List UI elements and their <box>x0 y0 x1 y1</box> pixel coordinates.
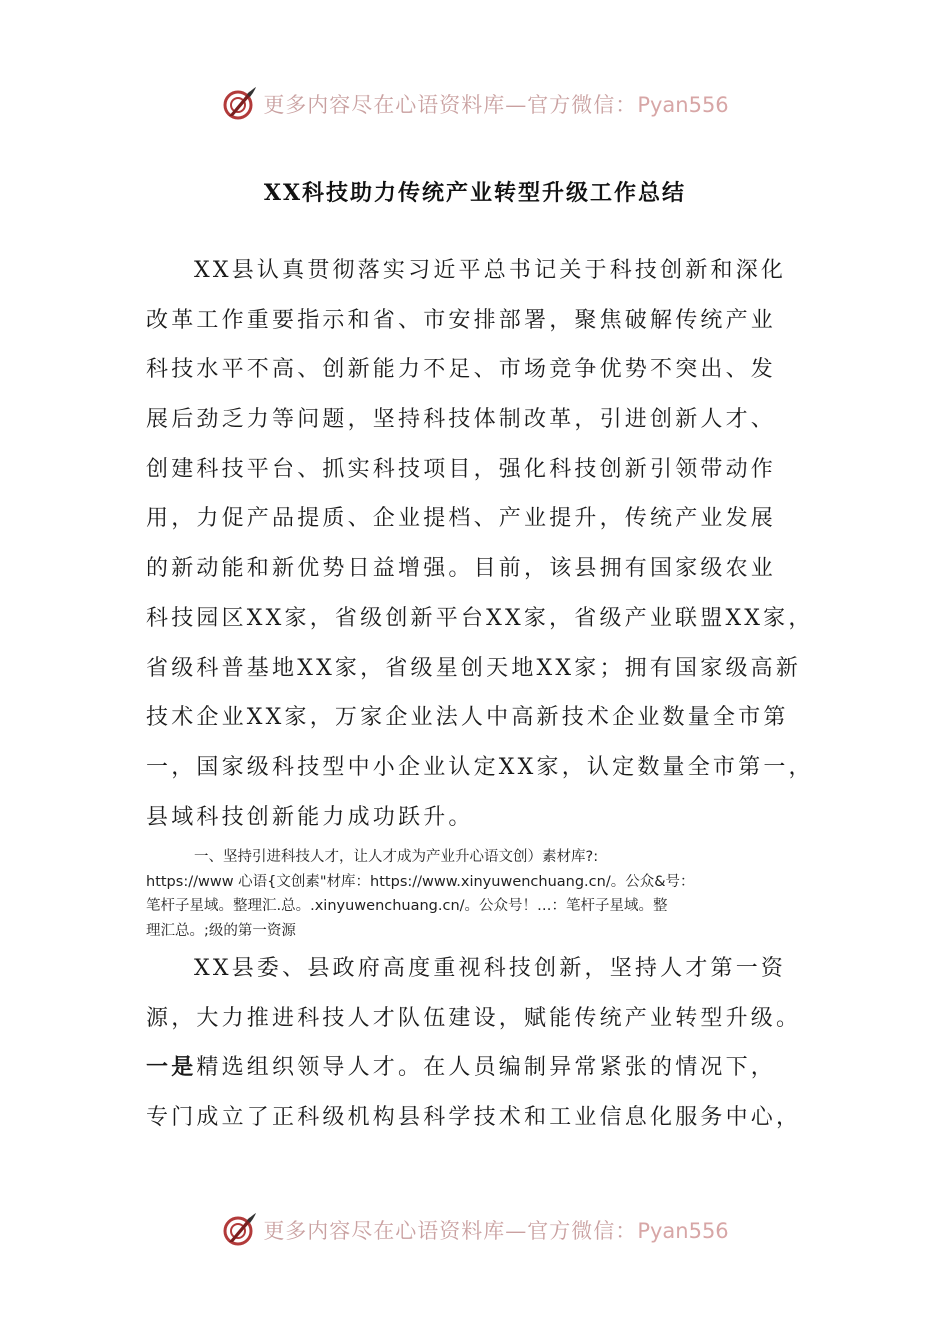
text-line: 理汇总。;级的第一资源 <box>146 922 296 939</box>
text-line: 改革工作重要指示和省、市安排部署，聚焦破解传统产业 <box>146 307 777 333</box>
text-line: 一，国家级科技型中小企业认定XX家，认定数量全市第一， <box>146 754 814 780</box>
watermark-text: 更多内容尽在心语资料库—官方微信：Pyan556 <box>263 1219 729 1243</box>
text-line: 县域科技创新能力成功跃升。 <box>146 804 474 830</box>
text-line: XX县认真贯彻落实习近平总书记关于科技创新和深化 <box>194 258 787 283</box>
footer-watermark <box>0 1210 950 1250</box>
quill-logo-icon <box>221 86 257 122</box>
quill-logo-icon <box>221 1212 257 1248</box>
watermark-text: 更多内容尽在心语资料库—官方微信：Pyan556 <box>263 93 729 117</box>
text-line: XX县委、县政府高度重视科技创新，坚持人才第一资 <box>194 956 787 981</box>
text-line: 创建科技平台、抓实科技项目，强化科技创新引领带动作 <box>146 456 777 482</box>
paragraph-talent <box>146 944 811 1143</box>
section-heading: 一、坚持引进科技人才，让人才成为产业升心语文创）素材库?: <box>194 849 599 865</box>
header-watermark <box>0 84 950 124</box>
paragraph-intro <box>146 246 814 842</box>
text-line: 科技水平不高、创新能力不足、市场竞争优势不突出、发 <box>146 357 777 383</box>
text-line: 用，力促产品提质、企业提档、产业提升，传统产业发展 <box>146 506 777 532</box>
text-line <box>146 1043 811 1093</box>
text-line: 科技园区XX家，省级创新平台XX家，省级产业联盟XX家， <box>146 605 814 631</box>
text-line: 笔杆子星域。整理汇.总。.xinyuwenchuang.cn/。公众号！…：笔杆子星域。整 <box>146 898 668 914</box>
text-line: 的新动能和新优势日益增强。目前，该县拥有国家级农业 <box>146 556 777 582</box>
bold-lead: 一是 <box>146 1054 197 1081</box>
text-line: 专门成立了正科级机构县科学技术和工业信息化服务中心， <box>146 1105 802 1131</box>
text-line: 展后劲乏力等问题，坚持科技体制改革，引进创新人才、 <box>146 407 777 433</box>
text-line: https://www 心语{文创素"材库：https://www.xinyuwenchuang.cn/。公众&号： <box>146 873 695 890</box>
text-line: 源，大力推进科技人才队伍建设，赋能传统产业转型升级。 <box>146 1005 802 1031</box>
section-heading-block <box>146 845 811 943</box>
text-line: 技术企业XX家，万家企业法人中高新技术企业数量全市第 <box>146 705 789 731</box>
document-title: XX科技助力传统产业转型升级工作总结 <box>263 180 687 206</box>
text-line: 省级科普基地XX家，省级星创天地XX家；拥有国家级高新 <box>146 655 802 681</box>
text-span: 精选组织领导人才。在人员编制异常紧张的情况下， <box>196 1055 777 1081</box>
